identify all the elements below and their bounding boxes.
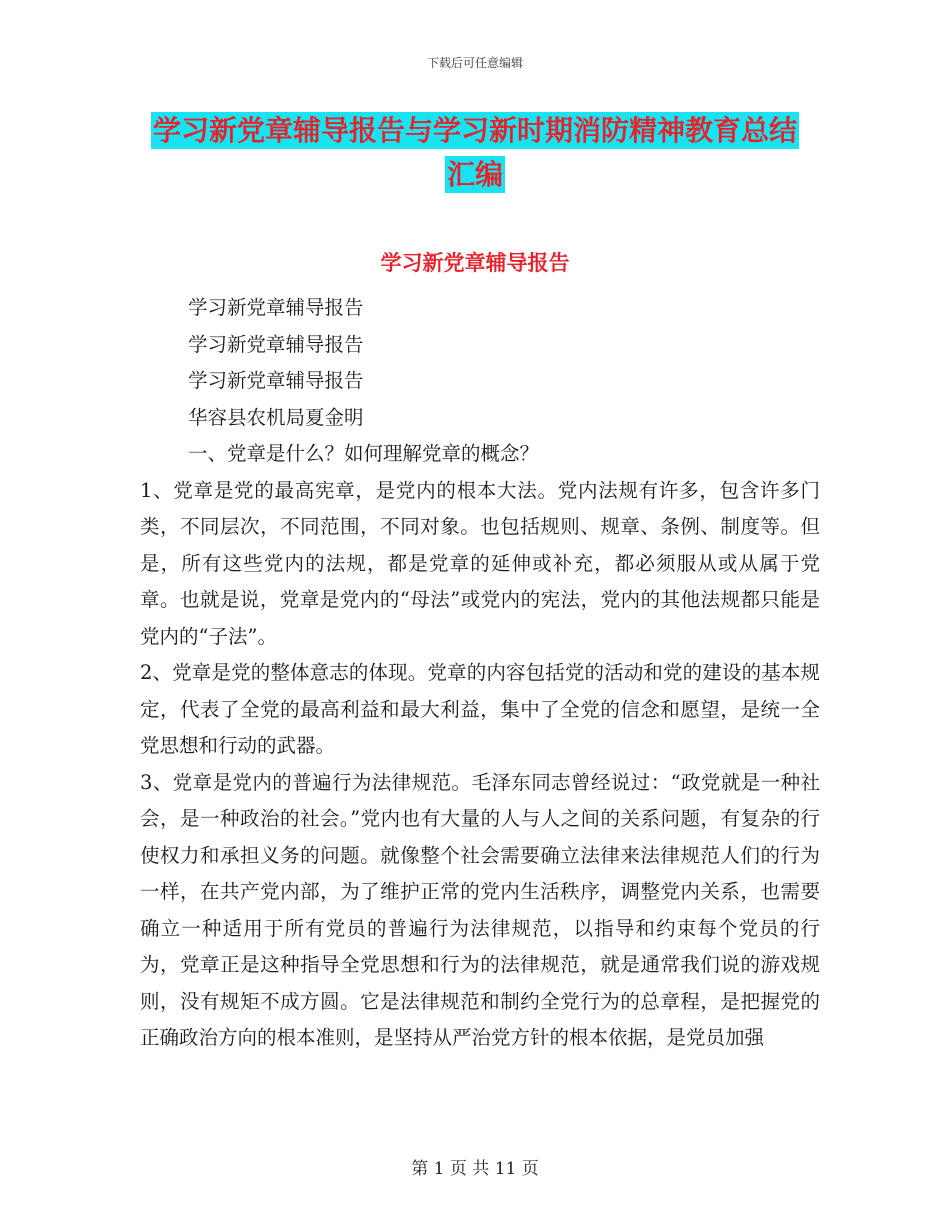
document-title-line-2 <box>0 156 950 194</box>
question-heading: 一、党章是什么？如何理解党章的概念？ <box>188 442 540 465</box>
body-line: 学习新党章辅导报告 <box>188 296 364 319</box>
body-line: 学习新党章辅导报告 <box>188 332 364 356</box>
document-title-text-2: 汇编 <box>446 158 503 191</box>
body-paragraph: 1、党章是党的最高宪章，是党内的根本大法。党内法规有许多，包含许多门类，不同层次，不同范围，不同对象。也包括规则、规章、条例、制度等。但是，所有这些党内的法规，都是党章的延伸或补充，都必须服从或从属于党章。也就是说，党章是党内的“母法”或党内的宪法，党内的其他法规都只能是党内的“子法”。 <box>140 478 820 648</box>
author-line: 华容县农机局夏金明 <box>188 405 364 429</box>
document-body <box>140 290 820 1057</box>
body-paragraph: 3、党章是党内的普遍行为法律规范。毛泽东同志曾经说过：“政党就是一种社会，是一种政治的社会。”党内也有大量的人与人之间的关系问题，有复杂的行使权力和承担义务的问题。就像整个社会需要确立法律来法律规范人们的行为一样，在共产党内部，为了维护正常的党内生活秩序，调整党内关系，也需要确立一种适用于所有党员的普遍行为法律规范，以指导和约束每个党员的行为，党章正是这种指导全党思想和行为的法律规范，就是通常我们说的游戏规则，没有规矩不成方圆。它是法律规范和制约全党行为的总章程，是把握党的正确政治方向的根本准则，是坚持从严治党方针的根本依据，是党员加强 <box>140 770 820 1049</box>
document-title-text-1: 学习新党章辅导报告与学习新时期消防精神教育总结 <box>152 114 797 147</box>
body-line: 学习新党章辅导报告 <box>188 369 364 392</box>
document-title-line-1 <box>0 112 950 150</box>
section-heading: 学习新党章辅导报告 <box>380 251 570 275</box>
page-number: 第 1 页 共 11 页 <box>411 1159 539 1179</box>
page-header-note: 下载后可任意编辑 <box>426 56 523 70</box>
body-paragraph: 2、党章是党的整体意志的体现。党章的内容包括党的活动和党的建设的基本规定，代表了全党的最高利益和最大利益，集中了全党的信念和愿望，是统一全党思想和行动的武器。 <box>140 661 820 757</box>
